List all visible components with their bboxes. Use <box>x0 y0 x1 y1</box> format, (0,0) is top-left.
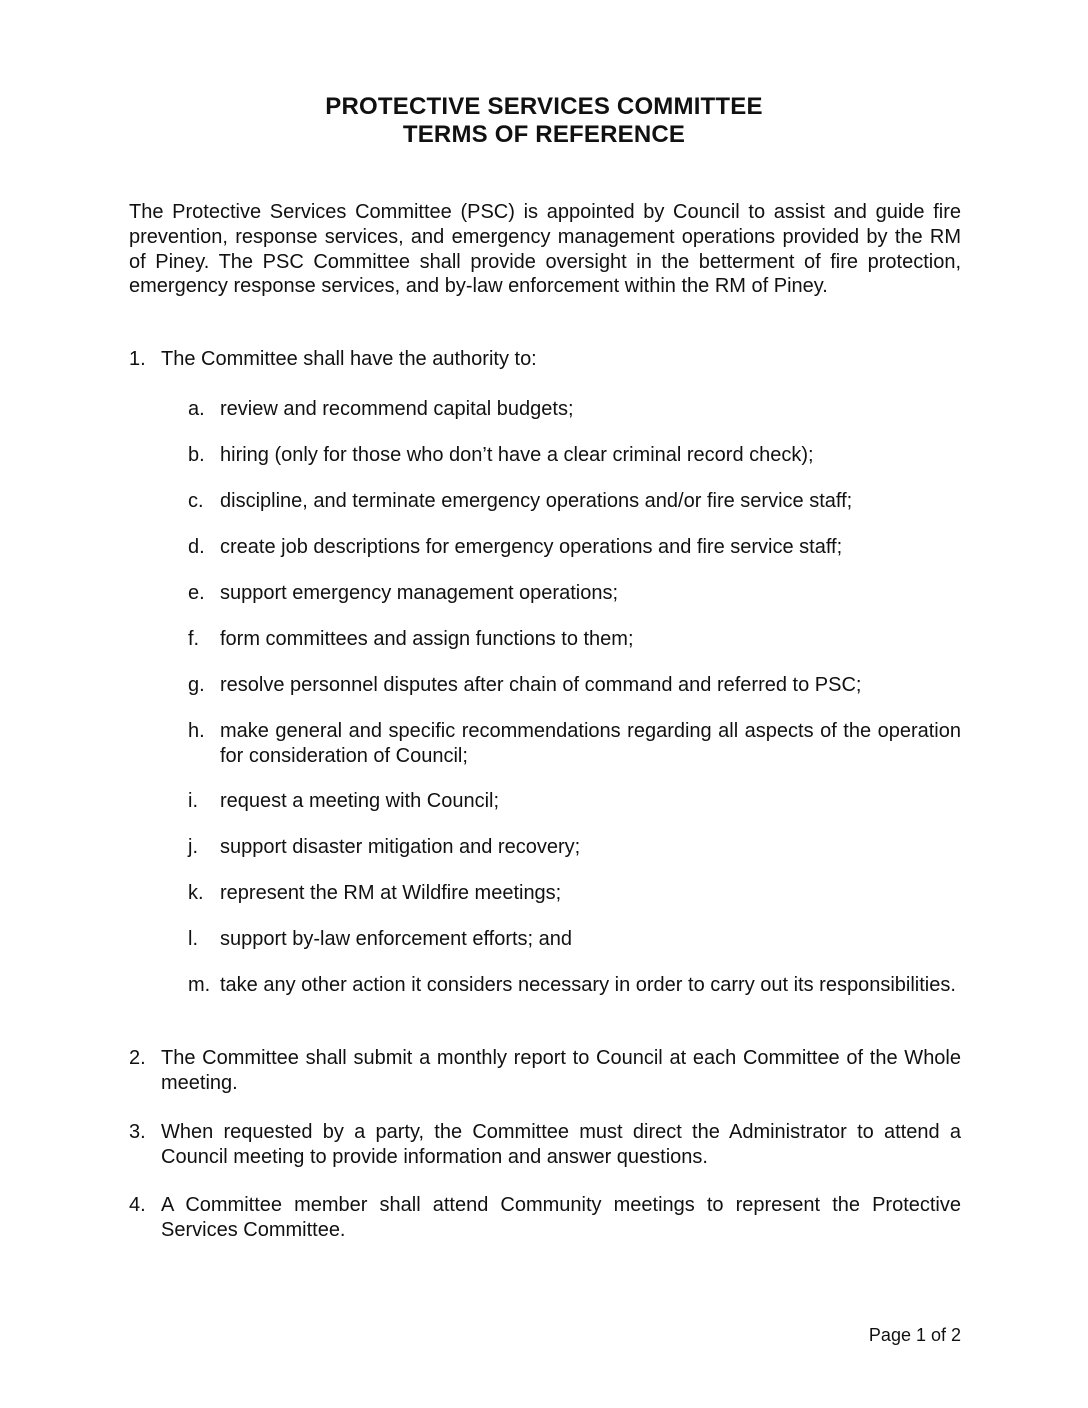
subitem-text: resolve personnel disputes after chain of command and referred to PSC; <box>220 674 862 696</box>
subitem-text: support disaster mitigation and recovery; <box>220 836 581 858</box>
subitem-text: discipline, and terminate emergency operations and/or fire service staff; <box>220 490 853 512</box>
list-item-number: 1. <box>129 348 146 370</box>
subitem-letter: m. <box>188 974 211 996</box>
subitem-letter: c. <box>188 490 204 512</box>
subitem-letter: l. <box>188 928 198 950</box>
list-item-text: A Committee member shall attend Community meetings to represent the Protective Services Committee. <box>161 1194 961 1241</box>
subitem-text: represent the RM at Wildfire meetings; <box>220 882 562 904</box>
page-number: Page 1 of 2 <box>868 1325 961 1345</box>
subitem-letter: j. <box>188 836 198 858</box>
subitem-text: support by-law enforcement efforts; and <box>220 928 573 950</box>
subitem-letter: d. <box>188 536 205 558</box>
subitem-text: take any other action it considers necessary in order to carry out its responsibilities. <box>220 974 956 996</box>
document-subtitle: TERMS OF REFERENCE <box>402 121 686 148</box>
list-item-text: The Committee shall have the authority to: <box>161 348 537 370</box>
subitem-letter: i. <box>188 790 198 812</box>
list-item-number: 2. <box>129 1047 146 1069</box>
intro-paragraph: The Protective Services Committee (PSC) is appointed by Council to assist and guide fire prevention, response services, and emergency management operations provided by the RM of Piney. The PSC Committee shall provide oversight in the betterment of fire protection, emergency response services, and by-law enforcement within the RM of Piney. <box>129 201 961 298</box>
subitem-text: request a meeting with Council; <box>220 790 500 812</box>
subitem-letter: h. <box>188 720 205 742</box>
subitem-letter: g. <box>188 674 205 696</box>
list-item-number: 4. <box>129 1194 146 1216</box>
subitem-text: form committees and assign functions to them; <box>220 628 634 650</box>
document-title: PROTECTIVE SERVICES COMMITTEE <box>325 93 763 120</box>
subitem-text: hiring (only for those who don’t have a clear criminal record check); <box>220 444 814 466</box>
subitem-text: review and recommend capital budgets; <box>220 398 574 420</box>
subitem-letter: a. <box>188 398 205 420</box>
subitem-text: make general and specific recommendations regarding all aspects of the operation for consideration of Council; <box>220 720 961 767</box>
list-item-text: When requested by a party, the Committee must direct the Administrator to attend a Council meeting to provide information and answer questions. <box>161 1121 961 1168</box>
subitem-letter: b. <box>188 444 205 466</box>
subitem-text: create job descriptions for emergency operations and fire service staff; <box>220 536 843 558</box>
list-item-text: The Committee shall submit a monthly report to Council at each Committee of the Whole meeting. <box>161 1047 961 1094</box>
subitem-letter: e. <box>188 582 205 604</box>
list-item-number: 3. <box>129 1121 146 1143</box>
subitem-letter: k. <box>188 882 204 904</box>
subitem-letter: f. <box>188 628 200 650</box>
subitem-text: support emergency management operations; <box>220 582 619 604</box>
